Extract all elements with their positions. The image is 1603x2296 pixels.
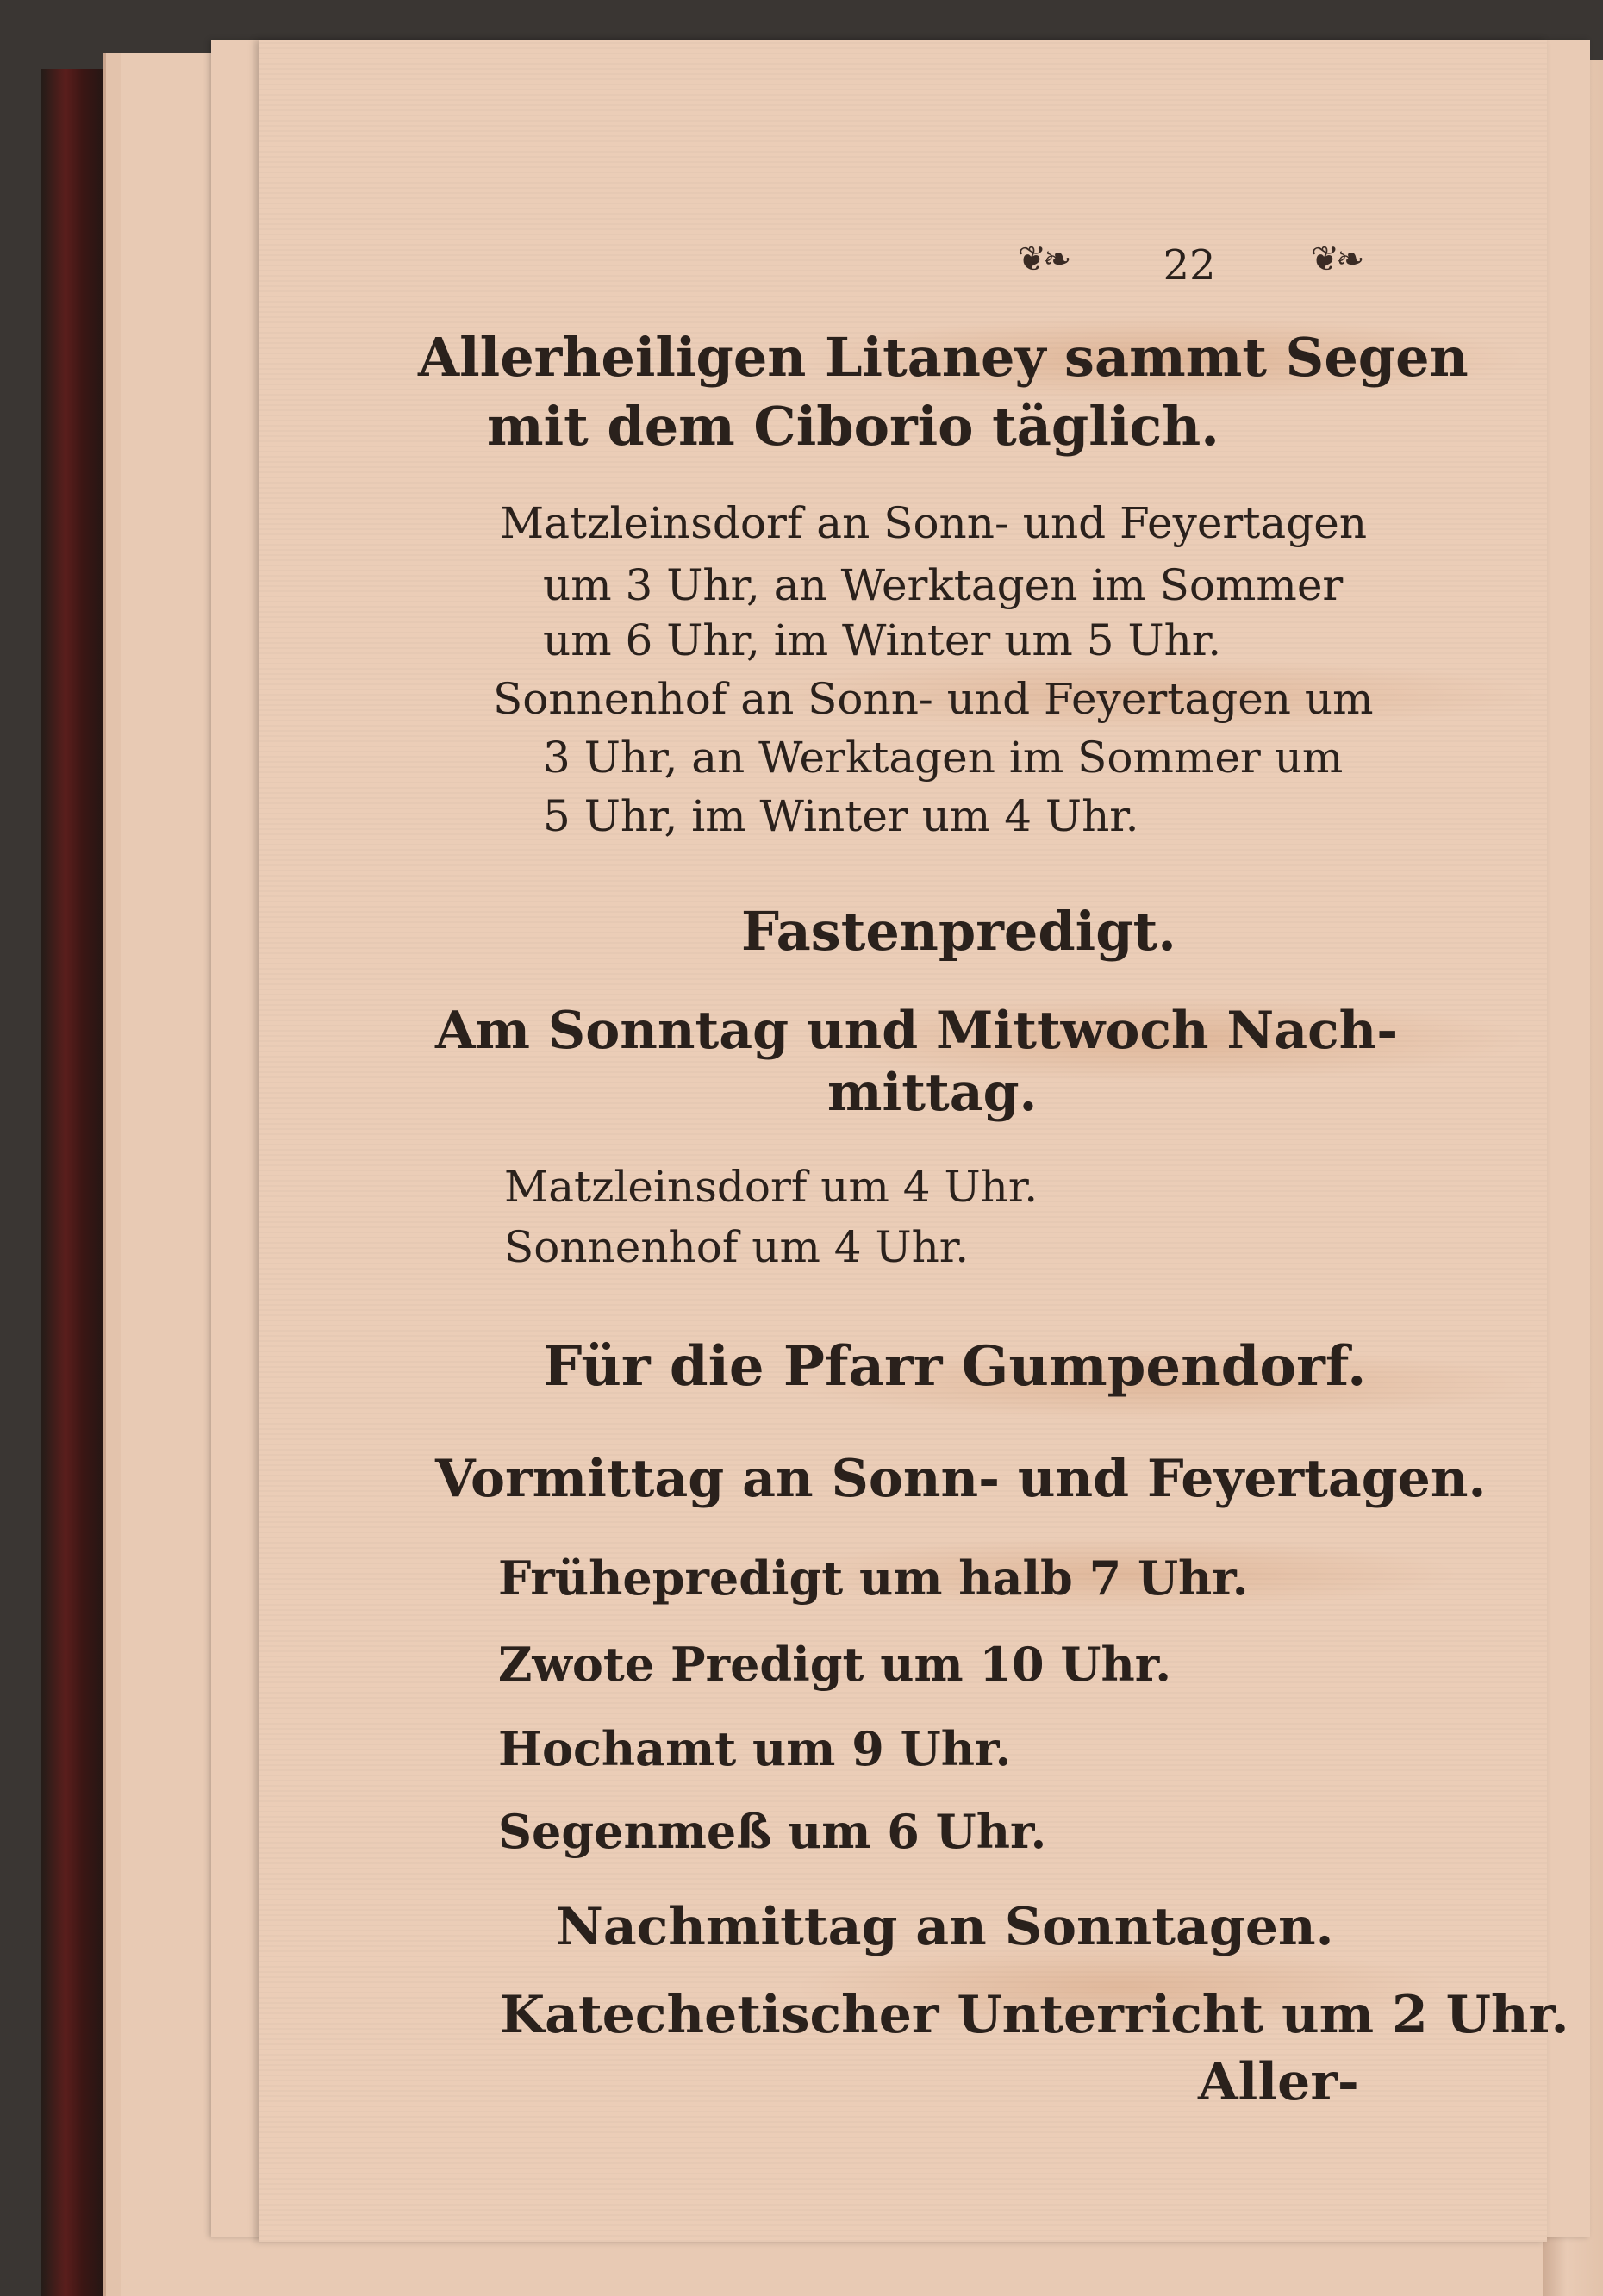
gumpendorf-heading: Für die Pfarr Gumpendorf. bbox=[543, 1334, 1367, 1399]
ornament-right-icon: ❦❧ bbox=[1310, 240, 1362, 279]
fasting-sub-line-2: mittag. bbox=[827, 1063, 1038, 1123]
litany-line: Matzleinsdorf an Sonn- und Feyertagen bbox=[500, 498, 1368, 548]
litany-heading-line-2: mit dem Ciborio täglich. bbox=[487, 395, 1219, 458]
litany-heading-line-1: Allerheiligen Litaney sammt Segen bbox=[418, 326, 1469, 389]
litany-line: um 6 Uhr, im Winter um 5 Uhr. bbox=[543, 615, 1222, 665]
book-page bbox=[259, 40, 1569, 2242]
litany-line: Sonnenhof an Sonn- und Feyertagen um bbox=[493, 674, 1374, 724]
litany-line: 5 Uhr, im Winter um 4 Uhr. bbox=[543, 791, 1139, 841]
afternoon-heading: Nachmittag an Sonntagen. bbox=[556, 1897, 1334, 1957]
afternoon-line: Katechetischer Unterricht um 2 Uhr. bbox=[500, 1985, 1569, 2045]
fasting-sub-line-1: Am Sonntag und Mittwoch Nach- bbox=[435, 1001, 1399, 1061]
litany-line: um 3 Uhr, an Werktagen im Sommer bbox=[543, 560, 1344, 610]
catchword: Aller- bbox=[1198, 2052, 1359, 2112]
service-item: Hochamt um 9 Uhr. bbox=[498, 1721, 1012, 1776]
fasting-heading: Fastenpredigt. bbox=[741, 900, 1176, 963]
fasting-line: Sonnenhof um 4 Uhr. bbox=[504, 1222, 970, 1272]
gumpendorf-sub-heading: Vormittag an Sonn- und Feyertagen. bbox=[435, 1449, 1487, 1509]
fasting-line: Matzleinsdorf um 4 Uhr. bbox=[504, 1162, 1039, 1212]
page-header bbox=[982, 229, 1396, 290]
ornament-left-icon: ❦❧ bbox=[1017, 240, 1069, 279]
book-spine bbox=[41, 69, 110, 2296]
service-item: Frühepredigt um halb 7 Uhr. bbox=[498, 1550, 1249, 1606]
page-number: 22 bbox=[1163, 241, 1216, 290]
service-item: Segenmeß um 6 Uhr. bbox=[498, 1804, 1047, 1859]
service-item: Zwote Predigt um 10 Uhr. bbox=[498, 1637, 1171, 1692]
litany-line: 3 Uhr, an Werktagen im Sommer um bbox=[543, 733, 1344, 783]
